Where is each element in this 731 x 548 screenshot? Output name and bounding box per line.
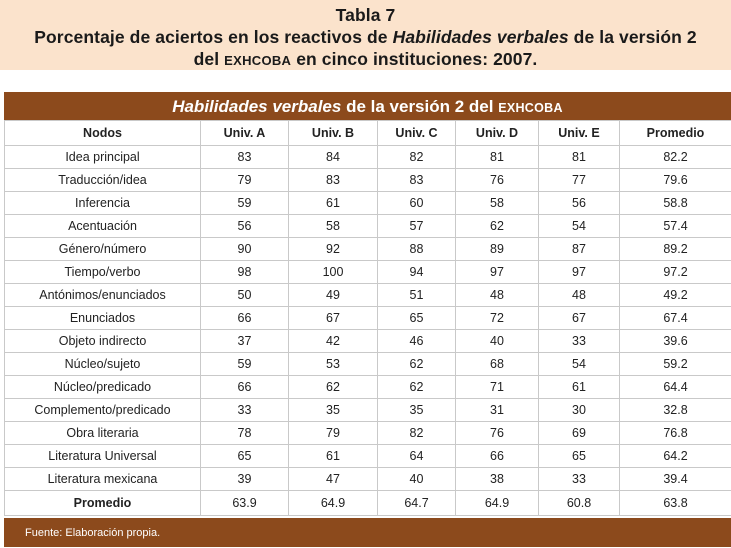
value-cell: 64.4 [620, 376, 731, 399]
value-cell: 33 [539, 468, 620, 491]
table-row [5, 261, 731, 284]
value-cell: 88 [378, 238, 456, 261]
value-cell: 48 [456, 284, 539, 307]
table-row [5, 445, 731, 468]
value-cell: 83 [378, 169, 456, 192]
value-cell: 65 [378, 307, 456, 330]
row-label-cell: Idea principal [5, 146, 201, 169]
value-cell: 71 [456, 376, 539, 399]
value-cell: 59 [201, 353, 289, 376]
value-cell: 87 [539, 238, 620, 261]
value-cell: 37 [201, 330, 289, 353]
value-cell: 79 [201, 169, 289, 192]
value-cell: 94 [378, 261, 456, 284]
table-row [5, 422, 731, 445]
column-header: Univ. C [378, 121, 456, 146]
value-cell: 56 [201, 215, 289, 238]
row-label-cell: Antónimos/enunciados [5, 284, 201, 307]
table-title-bar [4, 92, 731, 120]
average-value-cell: 64.9 [289, 491, 378, 516]
value-cell: 31 [456, 399, 539, 422]
value-cell: 59.2 [620, 353, 731, 376]
value-cell: 82 [378, 146, 456, 169]
value-cell: 30 [539, 399, 620, 422]
row-label-cell: Núcleo/sujeto [5, 353, 201, 376]
value-cell: 97.2 [620, 261, 731, 284]
caption-smallcaps: EXHCOBA [224, 53, 291, 68]
table-row [5, 238, 731, 261]
value-cell: 81 [456, 146, 539, 169]
column-header: Univ. A [201, 121, 289, 146]
value-cell: 50 [201, 284, 289, 307]
table-body [5, 146, 731, 516]
value-cell: 61 [289, 192, 378, 215]
value-cell: 79.6 [620, 169, 731, 192]
value-cell: 59 [201, 192, 289, 215]
value-cell: 60 [378, 192, 456, 215]
value-cell: 76 [456, 169, 539, 192]
value-cell: 62 [289, 376, 378, 399]
value-cell: 97 [539, 261, 620, 284]
value-cell: 54 [539, 215, 620, 238]
table-title-emphasis: Habilidades verbales [172, 97, 341, 116]
value-cell: 33 [539, 330, 620, 353]
value-cell: 90 [201, 238, 289, 261]
column-header: Promedio [620, 121, 731, 146]
value-cell: 76 [456, 422, 539, 445]
value-cell: 48 [539, 284, 620, 307]
value-cell: 65 [201, 445, 289, 468]
row-label-cell: Inferencia [5, 192, 201, 215]
table-row [5, 169, 731, 192]
caption-text: del [194, 49, 225, 69]
table-title-text: de la versión 2 del [341, 97, 498, 116]
row-label-cell: Tiempo/verbo [5, 261, 201, 284]
value-cell: 97 [456, 261, 539, 284]
table-row [5, 376, 731, 399]
value-cell: 57.4 [620, 215, 731, 238]
row-label-cell: Género/número [5, 238, 201, 261]
value-cell: 67 [289, 307, 378, 330]
value-cell: 61 [539, 376, 620, 399]
value-cell: 42 [289, 330, 378, 353]
table-header-row [5, 121, 731, 146]
table-row [5, 353, 731, 376]
value-cell: 56 [539, 192, 620, 215]
value-cell: 66 [201, 376, 289, 399]
value-cell: 53 [289, 353, 378, 376]
value-cell: 32.8 [620, 399, 731, 422]
value-cell: 54 [539, 353, 620, 376]
table-row [5, 146, 731, 169]
value-cell: 83 [289, 169, 378, 192]
value-cell: 38 [456, 468, 539, 491]
value-cell: 77 [539, 169, 620, 192]
table-row [5, 215, 731, 238]
value-cell: 61 [289, 445, 378, 468]
column-header: Univ. B [289, 121, 378, 146]
value-cell: 58.8 [620, 192, 731, 215]
caption-text: en cinco instituciones: 2007. [291, 49, 537, 69]
caption-line-3 [0, 48, 731, 72]
row-label-cell: Enunciados [5, 307, 201, 330]
value-cell: 83 [201, 146, 289, 169]
value-cell: 72 [456, 307, 539, 330]
table-row [5, 468, 731, 491]
average-value-cell: 64.9 [456, 491, 539, 516]
column-header: Univ. E [539, 121, 620, 146]
value-cell: 40 [456, 330, 539, 353]
row-label-cell: Núcleo/predicado [5, 376, 201, 399]
value-cell: 33 [201, 399, 289, 422]
value-cell: 65 [539, 445, 620, 468]
value-cell: 100 [289, 261, 378, 284]
value-cell: 64.2 [620, 445, 731, 468]
value-cell: 89 [456, 238, 539, 261]
value-cell: 98 [201, 261, 289, 284]
value-cell: 76.8 [620, 422, 731, 445]
row-label-cell: Acentuación [5, 215, 201, 238]
row-label-cell: Literatura Universal [5, 445, 201, 468]
table-row [5, 399, 731, 422]
caption-text: de la versión 2 [569, 27, 697, 47]
average-value-cell: 64.7 [378, 491, 456, 516]
source-bar [4, 518, 731, 547]
value-cell: 62 [378, 376, 456, 399]
value-cell: 40 [378, 468, 456, 491]
row-label-cell: Traducción/idea [5, 169, 201, 192]
value-cell: 39.6 [620, 330, 731, 353]
value-cell: 82 [378, 422, 456, 445]
value-cell: 58 [289, 215, 378, 238]
value-cell: 92 [289, 238, 378, 261]
value-cell: 49 [289, 284, 378, 307]
table-caption [0, 0, 731, 70]
caption-title: Tabla 7 [0, 4, 731, 26]
value-cell: 89.2 [620, 238, 731, 261]
caption-text: Porcentaje de aciertos en los reactivos de [34, 27, 392, 47]
caption-emphasis: Habilidades verbales [393, 27, 569, 47]
value-cell: 39.4 [620, 468, 731, 491]
table-title-smallcaps: EXHCOBA [498, 101, 563, 115]
value-cell: 81 [539, 146, 620, 169]
column-header: Univ. D [456, 121, 539, 146]
average-row [5, 491, 731, 516]
value-cell: 67 [539, 307, 620, 330]
value-cell: 35 [378, 399, 456, 422]
average-value-cell: 60.8 [539, 491, 620, 516]
average-value-cell: 63.8 [620, 491, 731, 516]
value-cell: 78 [201, 422, 289, 445]
value-cell: 57 [378, 215, 456, 238]
results-table [4, 120, 731, 516]
value-cell: 69 [539, 422, 620, 445]
value-cell: 49.2 [620, 284, 731, 307]
value-cell: 46 [378, 330, 456, 353]
caption-line-2 [0, 26, 731, 48]
average-label-cell: Promedio [5, 491, 201, 516]
value-cell: 68 [456, 353, 539, 376]
value-cell: 84 [289, 146, 378, 169]
value-cell: 67.4 [620, 307, 731, 330]
table-row [5, 284, 731, 307]
value-cell: 62 [456, 215, 539, 238]
value-cell: 47 [289, 468, 378, 491]
row-label-cell: Objeto indirecto [5, 330, 201, 353]
row-label-cell: Literatura mexicana [5, 468, 201, 491]
value-cell: 51 [378, 284, 456, 307]
value-cell: 82.2 [620, 146, 731, 169]
row-label-cell: Obra literaria [5, 422, 201, 445]
source-note: Fuente: Elaboración propia. [25, 527, 160, 539]
row-label-cell: Complemento/predicado [5, 399, 201, 422]
table-row [5, 330, 731, 353]
average-value-cell: 63.9 [201, 491, 289, 516]
value-cell: 66 [456, 445, 539, 468]
value-cell: 66 [201, 307, 289, 330]
value-cell: 58 [456, 192, 539, 215]
value-cell: 79 [289, 422, 378, 445]
value-cell: 39 [201, 468, 289, 491]
table-row [5, 307, 731, 330]
value-cell: 35 [289, 399, 378, 422]
table-row [5, 192, 731, 215]
value-cell: 62 [378, 353, 456, 376]
value-cell: 64 [378, 445, 456, 468]
column-header: Nodos [5, 121, 201, 146]
